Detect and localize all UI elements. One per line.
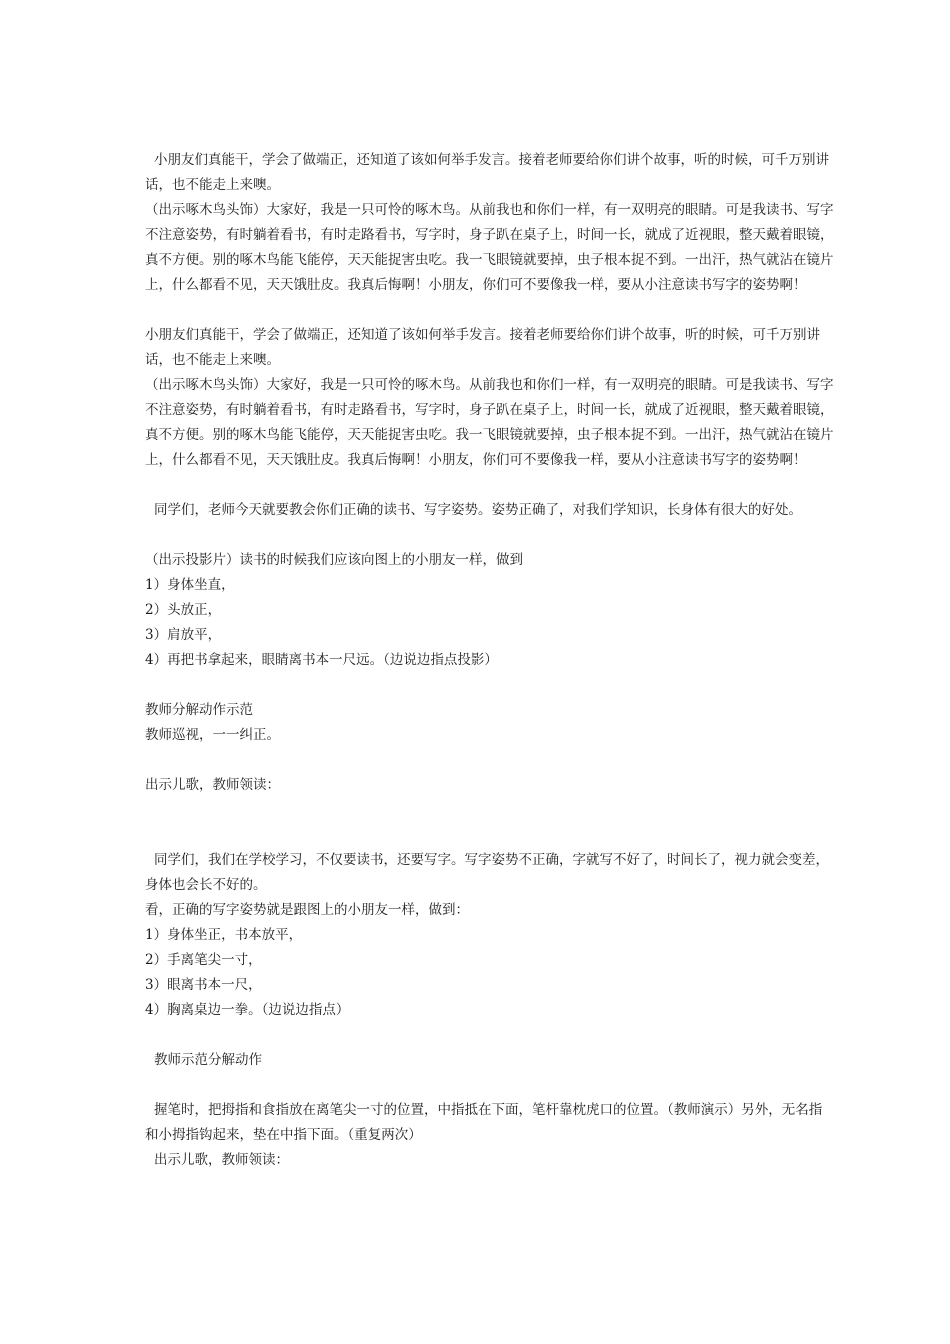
- paragraph-writing-grip: 握笔时，把拇指和食指放在离笔尖一寸的位置，中指抵在下面，笔杆靠枕虎口的位置。（教师演示）另外，无名指和小拇指钩起来，垫在中指下面。（重复两次）: [145, 1102, 823, 1143]
- list-item: 4）胸离桌边一拳。（边说边指点）: [145, 1002, 350, 1018]
- paragraph-reading-demo: 教师分解动作示范: [145, 702, 253, 718]
- spacer: [145, 473, 835, 498]
- paragraph-writing-demo: 教师示范分解动作: [154, 1052, 262, 1068]
- paragraph-intro-2: 小朋友们真能干，学会了做端正，还知道了该如何举手发言。接着老师要给你们讲个故事，听的时候，可千万别讲话，也不能走上来噢。: [145, 327, 820, 368]
- paragraph-writing-song: 出示儿歌，教师领读：: [154, 1152, 289, 1168]
- paragraph-writing-lead: 看，正确的写字姿势就是跟图上的小朋友一样，做到：: [145, 902, 469, 918]
- paragraph-reading-song: 出示儿歌，教师领读：: [145, 777, 280, 793]
- spacer: [145, 523, 835, 548]
- list-item: 1）身体坐正，书本放平，: [145, 927, 303, 943]
- list-item: 2）头放正，: [145, 602, 222, 618]
- list-item: 3）眼离书本一尺，: [145, 977, 262, 993]
- spacer: [145, 673, 835, 698]
- spacer: [145, 748, 835, 773]
- list-item: 1）身体坐直，: [145, 577, 235, 593]
- paragraph-writing-intro: 同学们，我们在学校学习，不仅要读书，还要写字。写字姿势不正确，字就写不好了，时间长了，视力就会变差，身体也会长不好的。: [145, 852, 829, 893]
- paragraph-story-2: （出示啄木鸟头饰）大家好，我是一只可怜的啄木鸟。从前我也和你们一样，有一双明亮的眼睛。可是我读书、写字不注意姿势，有时躺着看书，有时走路看书，写字时，身子趴在桌子上，时间一长，就成了近视眼，整天戴着眼镜，真不方便。别的啄木鸟能飞能停，天天能捉害虫吃。我一飞眼镜就要掉，虫子根本捉不到。一出汗，热气就沾在镜片上，什么都看不见，天天饿肚皮。我真后悔啊！小朋友，你们可不要像我一样，要从小注意读书写字的姿势啊！: [145, 377, 834, 468]
- paragraph-reading-lead: （出示投影片）读书的时候我们应该向图上的小朋友一样，做到: [145, 552, 523, 568]
- spacer: [145, 1023, 835, 1048]
- spacer: [145, 298, 835, 323]
- list-item: 2）手离笔尖一寸，: [145, 952, 262, 968]
- paragraph-story-1: （出示啄木鸟头饰）大家好，我是一只可怜的啄木鸟。从前我也和你们一样，有一双明亮的眼睛。可是我读书、写字不注意姿势，有时躺着看书，有时走路看书，写字时，身子趴在桌子上，时间一长，就成了近视眼，整天戴着眼镜，真不方便。别的啄木鸟能飞能停，天天能捉害虫吃。我一飞眼镜就要掉，虫子根本捉不到。一出汗，热气就沾在镜片上，什么都看不见，天天饿肚皮。我真后悔啊！小朋友，你们可不要像我一样，要从小注意读书写字的姿势啊！: [145, 202, 834, 293]
- paragraph-intro-1: 小朋友们真能干，学会了做端正，还知道了该如何举手发言。接着老师要给你们讲个故事，听的时候，可千万别讲话，也不能走上来噢。: [145, 152, 829, 193]
- document-body: [145, 148, 835, 1173]
- spacer: [145, 1073, 835, 1098]
- paragraph-reading-patrol: 教师巡视，一一纠正。: [145, 727, 280, 743]
- spacer: [145, 798, 835, 848]
- list-item: 4）再把书拿起来，眼睛离书本一尺远。（边说边指点投影）: [145, 652, 498, 668]
- paragraph-reading-intro: 同学们，老师今天就要教会你们正确的读书、写字姿势。姿势正确了，对我们学知识，长身体有很大的好处。: [154, 502, 802, 518]
- list-item: 3）肩放平，: [145, 627, 222, 643]
